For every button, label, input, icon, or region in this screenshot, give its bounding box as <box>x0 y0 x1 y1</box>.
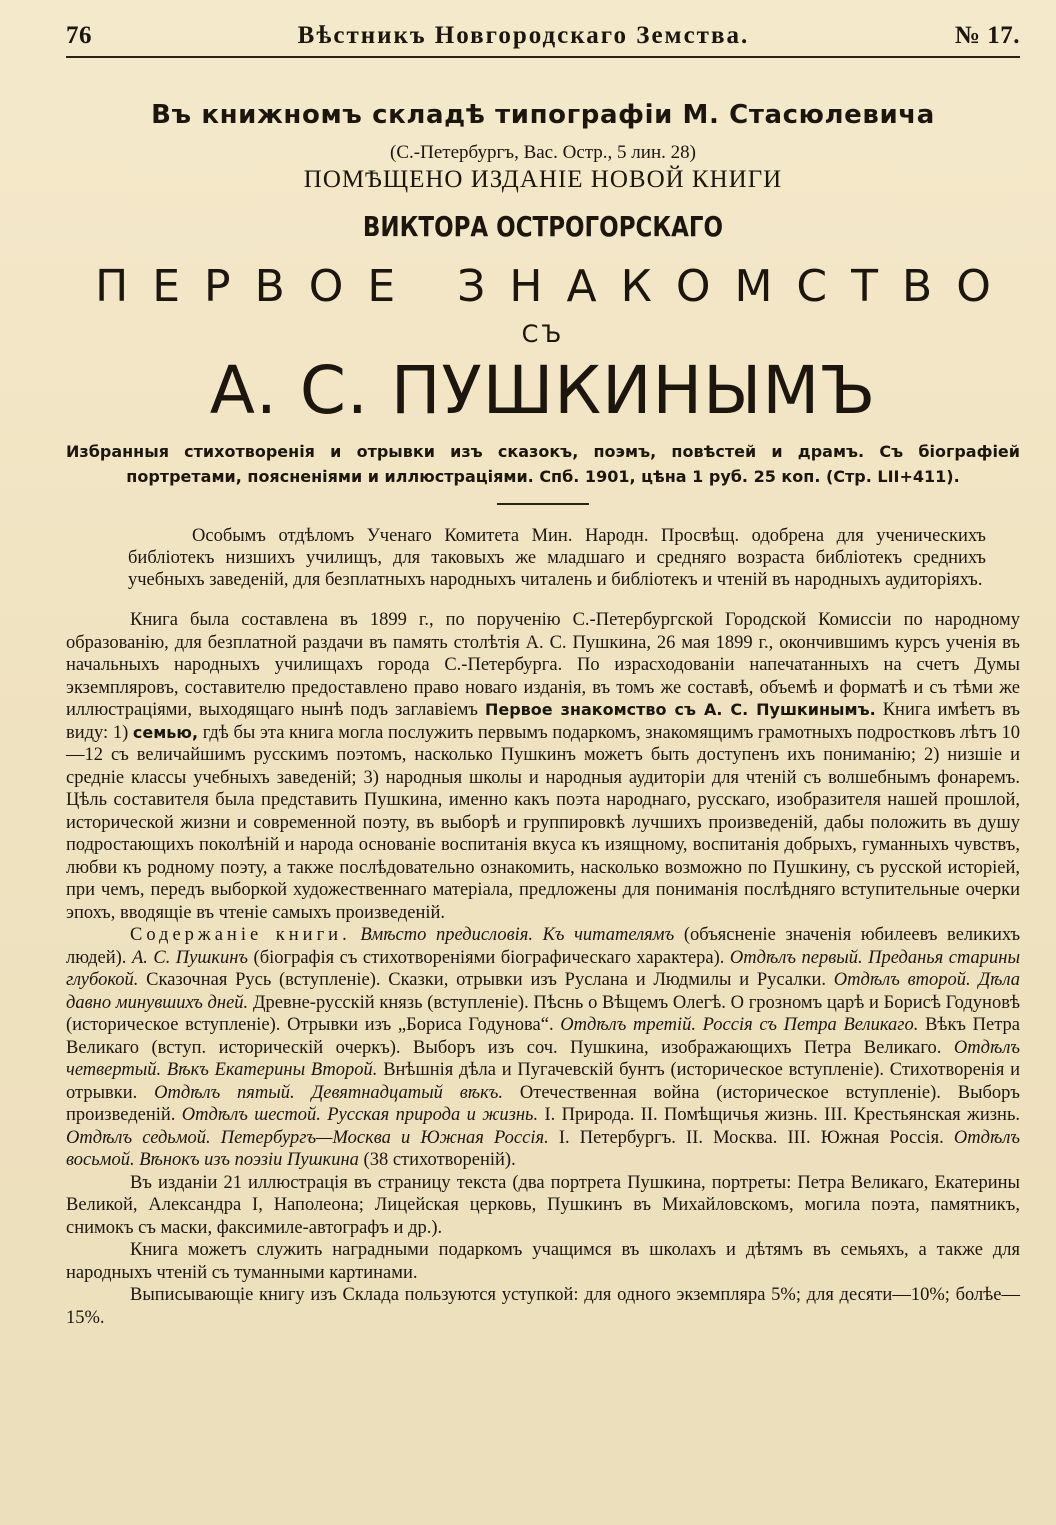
book-subtitle: Избранныя стихотворенія и отрывки изъ сказокъ, поэмъ, повѣстей и драмъ. Съ біографіей портретами, поясненіями и иллюстраціями. Спб. 1901, цѣна 1 руб. 25 коп. (Стр. LII+411). <box>66 442 1020 486</box>
ad-body <box>66 609 1020 1329</box>
text-run: Сказочная Русь (вступленіе). Сказки, отрывки изъ Руслана и Людмилы и Русалки. <box>146 970 826 990</box>
contents-heading: Отдѣлъ седьмой. Петербургъ—Москва и Южная Россія. <box>66 1127 549 1148</box>
description-paragraph <box>66 609 1020 924</box>
text-run: Древне-русскій князь (вступленіе). Пѣснь о Вѣщемъ Олегѣ. О грозномъ царѣ и Борисѣ Годуновѣ (историческое вступленіе). Отрывки изъ „Бориса Годунова“. <box>66 992 1020 1035</box>
page-number: 76 <box>66 22 92 49</box>
text-run: Вѣкъ Петра Великаго (вступ. историческій очеркъ). Выборъ изъ соч. Пушкина, изображающихъ Петра Великаго. <box>66 1015 1021 1058</box>
contents-heading: Отдѣлъ восьмой. Вѣнокъ изъ поэзіи Пушкина <box>66 1127 1020 1170</box>
text-run: Внѣшнія дѣла и Пугачевскій бунтъ (историческое вступленіе). Стихотворенія и отрывки. <box>66 1060 1020 1103</box>
text-run: Книга имѣетъ въ виду: 1) <box>66 700 1020 743</box>
contents-heading: Отдѣлъ шестой. Русская природа и жизнь. <box>181 1105 539 1125</box>
contents-heading: Отдѣлъ второй. Дѣла давно минувшихъ дней. <box>66 970 1021 1013</box>
emphasis: семью, <box>132 722 199 742</box>
illustrations-paragraph: Въ изданіи 21 иллюстрація въ страницу текста (два портрета Пушкина, портреты: Петра Великаго, Екатерины Великой, Александра I, Наполеона; Лицейская церковь, Пушкинъ въ Михайловскомъ, могила поэта, памятникъ, снимокъ съ маски, факсимиле-автографъ и др.). <box>66 1172 1020 1238</box>
book-title-inline: Первое знакомство съ А. С. Пушкинымъ. <box>484 700 876 719</box>
contents-heading: А. С. Пушкинъ <box>131 947 249 968</box>
contents-heading: Вмѣсто предисловія. Къ читателямъ <box>360 925 675 945</box>
text-run: (біографія съ стихотвореніями біографическаго характера). <box>253 947 725 968</box>
book-title-line2: СЪ <box>521 320 565 348</box>
gift-paragraph: Книга можетъ служить наградными подаркомъ учащимся въ школахъ и дѣтямъ въ семьяхъ, а также для народныхъ чтеній съ туманными картинами. <box>66 1240 1020 1283</box>
book-title-line1: ПЕРВОЕ ЗНАКОМСТВО <box>95 261 1015 312</box>
running-header <box>66 22 1020 58</box>
text-run: (38 стихотвореній). <box>363 1150 516 1170</box>
ad-address: (С.-Петербургъ, Вас. Остр., 5 лин. 28) <box>390 142 696 163</box>
discount-paragraph: Выписывающіе книгу изъ Склада пользуются уступкой: для одного экземпляра 5%; для десяти—10%; болѣе—15%. <box>66 1285 1020 1328</box>
text-run: I. Петербургъ. II. Москва. III. Южная Россія. <box>558 1127 944 1148</box>
contents-heading: Отдѣлъ четвертый. Вѣкъ Екатерины Второй. <box>66 1037 1021 1080</box>
text-run: Отечественная война (историческое вступленіе). Выборъ произведеній. <box>66 1082 1020 1125</box>
text-run: Книга была составлена въ 1899 г., по порученію С.-Петербургской Городской Комиссіи по народному образованію, для безплатной раздачи въ память столѣтія А. С. Пушкина, 26 мая 1899 г., окончившимъ курсъ ученія въ начальныхъ народныхъ училищахъ города С.-Петербурга. По израсходованіи напечатанныхъ на счетъ Думы экземпляровъ, составителю предоставлено право новаго изданія, въ томъ же составѣ, объемѣ и форматѣ и съ тѣми же иллюстраціями, выходящаго нынѣ подъ заглавіемъ <box>66 610 1020 720</box>
contents-heading: Отдѣлъ третій. Россія съ Петра Великаго. <box>560 1015 919 1035</box>
contents-label: Содержаніе книги. <box>130 925 351 945</box>
contents-heading: Отдѣлъ первый. Преданья старины глубокой. <box>66 947 1021 990</box>
ad-announcement: ПОМѢЩЕНО ИЗДАНІЕ НОВОЙ КНИГИ <box>303 166 783 193</box>
text-run: (объясненіе значенія юбилеевъ великихъ людей). <box>66 925 1021 968</box>
issue-number: № 17. <box>954 22 1020 49</box>
book-author: ВИКТОРА ОСТРОГОРСКАГО <box>362 210 724 243</box>
ad-heading: Въ книжномъ складѣ типографіи М. Стасюлевича <box>151 100 935 130</box>
divider-rule <box>497 503 589 505</box>
contents-heading: Отдѣлъ пятый. Девятнадцатый вѣкъ. <box>154 1082 504 1103</box>
approval-paragraph: Особымъ отдѣломъ Ученаго Комитета Мин. Народн. Просвѣщ. одобрена для ученическихъ библіотекъ низшихъ училищъ, для таковыхъ же младшаго и средняго возраста библіотекъ среднихъ учебныхъ заведеній, для безплатныхъ народныхъ читалень и библіотекъ и чтеній въ народныхъ аудиторіяхъ. <box>128 526 986 590</box>
text-run: I. Природа. II. Помѣщичья жизнь. III. Крестьянская жизнь. <box>544 1105 1021 1125</box>
book-title-line3: А. С. ПУШКИНЫМЪ <box>209 352 877 429</box>
text-run: гдѣ бы эта книга могла послужить первымъ подаркомъ, знакомящимъ грамотныхъ подростковъ лѣтъ 10—12 съ величайшимъ русскимъ поэтомъ, насколько Пушкинъ можетъ быть доступенъ ихъ пониманію; 2) низшіе и средніе классы учебныхъ заведеній; 3) народныя школы и народныя аудиторіи для чтеній съ волшебнымъ фонаремъ. Цѣль составителя была представить Пушкина, именно какъ поэта народнаго, русскаго, изобразителя нашей прошлой, исторической жизни и современной поэту, въ выборѣ и группировкѣ лучшихъ произведеній, дабы положить въ душу подростающихъ поколѣній и народа основаніе воспитанія вкуса къ изящному, воспитанія добрыхъ, гуманныхъ чувствъ, любви къ родному поэту, а также послѣдовательно ознакомить, насколько возможно по Пушкину, съ русской исторіей, при чемъ, передъ выборкой художественнаго матеріала, предложены для пониманія послѣдняго вступительные очерки эпохъ, вводящіе въ чтеніе самыхъ произведеній. <box>66 722 1020 923</box>
journal-title: Вѣстникъ Новгородскаго Земства. <box>297 22 750 49</box>
contents-paragraph <box>66 924 1020 1172</box>
